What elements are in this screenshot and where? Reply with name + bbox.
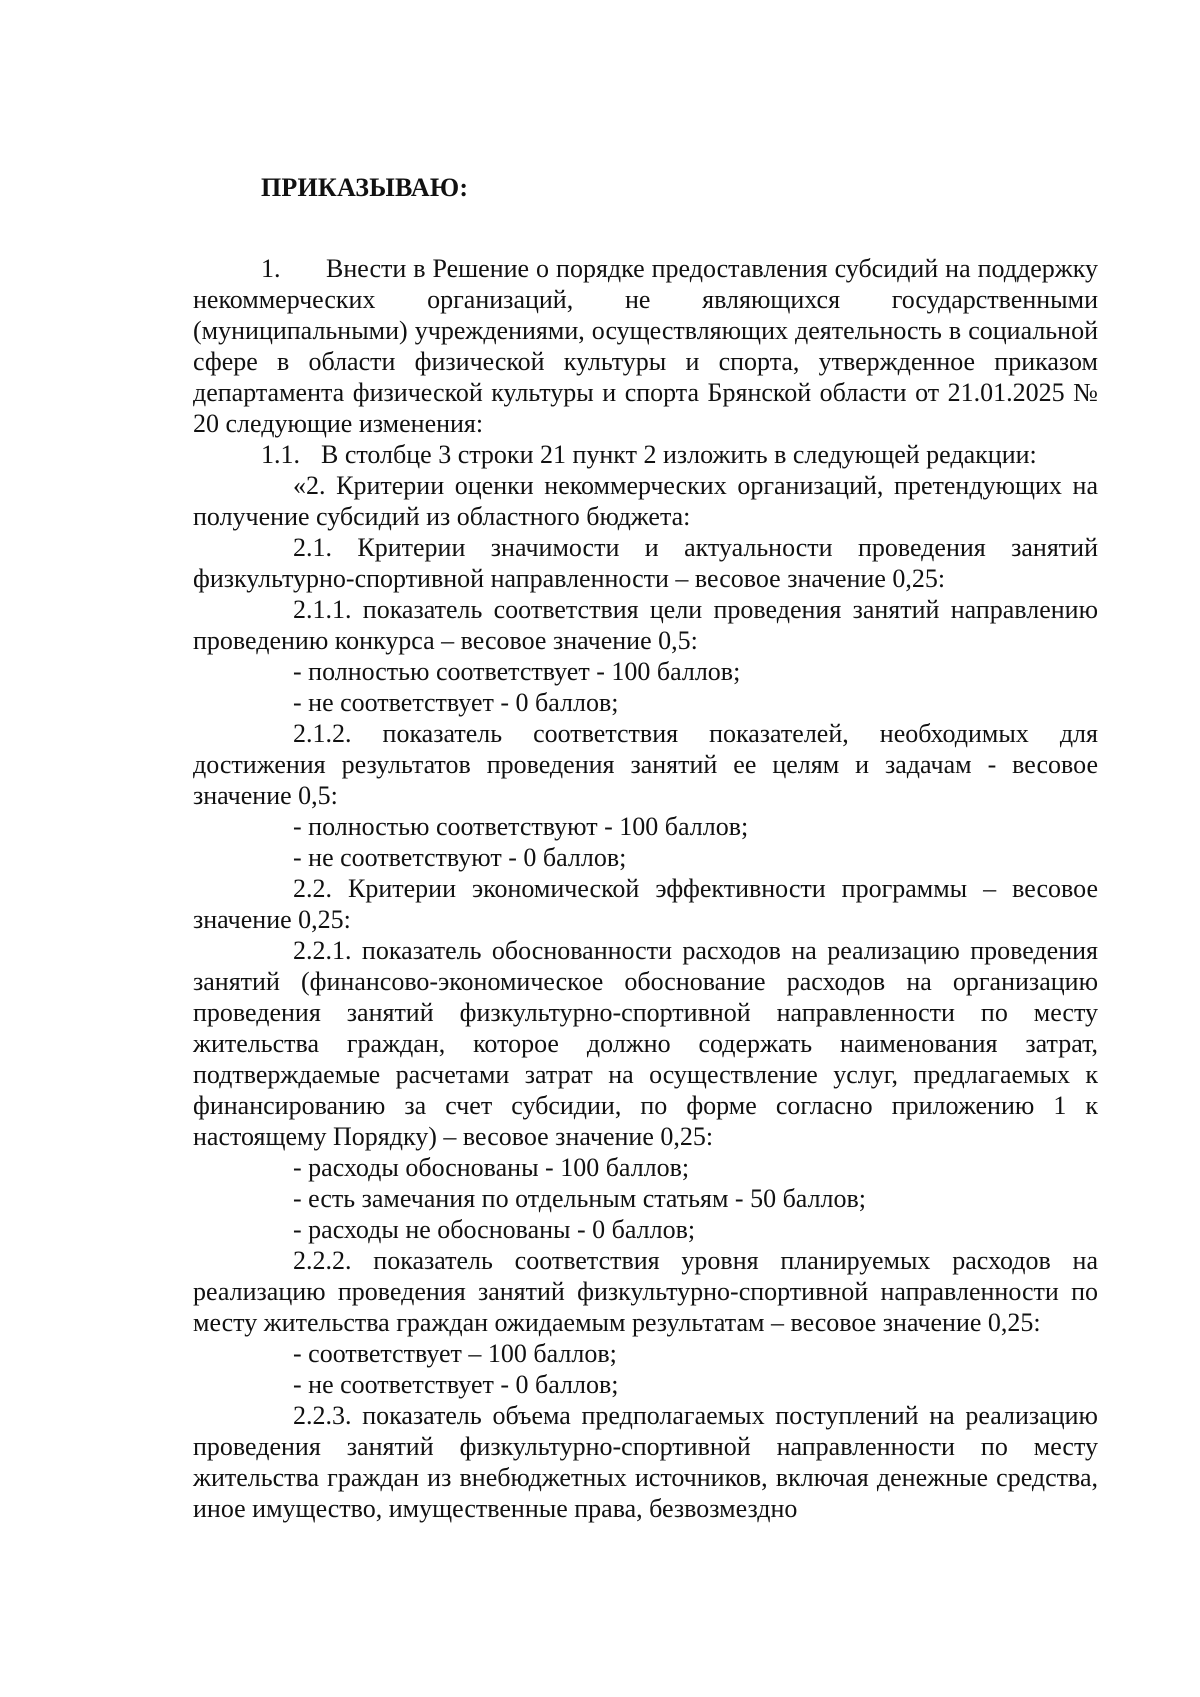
criterion-2-2-paragraph: 2.2. Критерии экономической эффективности программы – весовое значение 0,25: — [193, 874, 1098, 934]
score-line: - расходы обоснованы - 100 баллов; — [293, 1153, 690, 1182]
criterion-2-2-1-paragraph: 2.2.1. показатель обоснованности расходов на реализацию проведения занятий (финансово-экономическое обоснование расходов на организацию проведения занятий физкультурно-спортивной направленности по месту жительства граждан, которое должно содержать наименования затрат, подтверждаемые расчетами затрат на осуществление услуг, предлагаемых к финансированию за счет субсидии, по форме согласно приложению 1 к настоящему Порядку) – весовое значение 0,25: — [193, 936, 1098, 1151]
score-line: - полностью соответствуют - 100 баллов; — [293, 812, 749, 841]
score-line: - не соответствуют - 0 баллов; — [293, 843, 627, 872]
order-heading: ПРИКАЗЫВАЮ: — [261, 173, 469, 202]
item-1-1-number: 1.1. — [261, 440, 300, 469]
item-1-1-text: В столбце 3 строки 21 пункт 2 изложить в следующей редакции: — [321, 440, 1037, 469]
criterion-2-2-3-paragraph: 2.2.3. показатель объема предполагаемых поступлений на реализацию проведения занятий физкультурно-спортивной направленности по месту жительства граждан из внебюджетных источников, включая денежные средства, иное имущество, имущественные права, безвозмездно — [193, 1401, 1098, 1523]
item-1-text: Внести в Решение о порядке предоставления субсидий на поддержку некоммерческих организаций, не являющихся государственными (муниципальными) учреждениями, осуществляющих деятельность в социальной сфере в области физической культуры и спорта, утвержденное приказом департамента физической культуры и спорта Брянской области от 21.01.2025 № 20 следующие изменения: — [193, 254, 1098, 438]
item-1-1 — [193, 439, 1098, 470]
criterion-2-1-1-paragraph: 2.1.1. показатель соответствия цели проведения занятий направлению проведению конкурса – весовое значение 0,5: — [193, 595, 1098, 655]
score-line: - соответствует – 100 баллов; — [293, 1339, 617, 1368]
criteria-intro-paragraph: «2. Критерии оценки некоммерческих организаций, претендующих на получение субсидий из областного бюджета: — [193, 471, 1098, 531]
score-line: - не соответствует - 0 баллов; — [293, 688, 619, 717]
criterion-2-1-paragraph: 2.1. Критерии значимости и актуальности проведения занятий физкультурно-спортивной направленности – весовое значение 0,25: — [193, 533, 1098, 593]
criterion-2-2-2-paragraph: 2.2.2. показатель соответствия уровня планируемых расходов на реализацию проведения занятий физкультурно-спортивной направленности по месту жительства граждан ожидаемым результатам – весовое значение 0,25: — [193, 1246, 1098, 1337]
document-body — [193, 172, 1098, 1524]
item-1 — [193, 253, 1098, 439]
score-line: - полностью соответствует - 100 баллов; — [293, 657, 741, 686]
criterion-2-1-2-paragraph: 2.1.2. показатель соответствия показателей, необходимых для достижения результатов проведения занятий ее целям и задачам - весовое значение 0,5: — [193, 719, 1098, 810]
score-line: - расходы не обоснованы - 0 баллов; — [293, 1215, 696, 1244]
score-line: - не соответствует - 0 баллов; — [293, 1370, 619, 1399]
item-1-number: 1. — [261, 254, 281, 283]
score-line: - есть замечания по отдельным статьям - 50 баллов; — [293, 1184, 867, 1213]
